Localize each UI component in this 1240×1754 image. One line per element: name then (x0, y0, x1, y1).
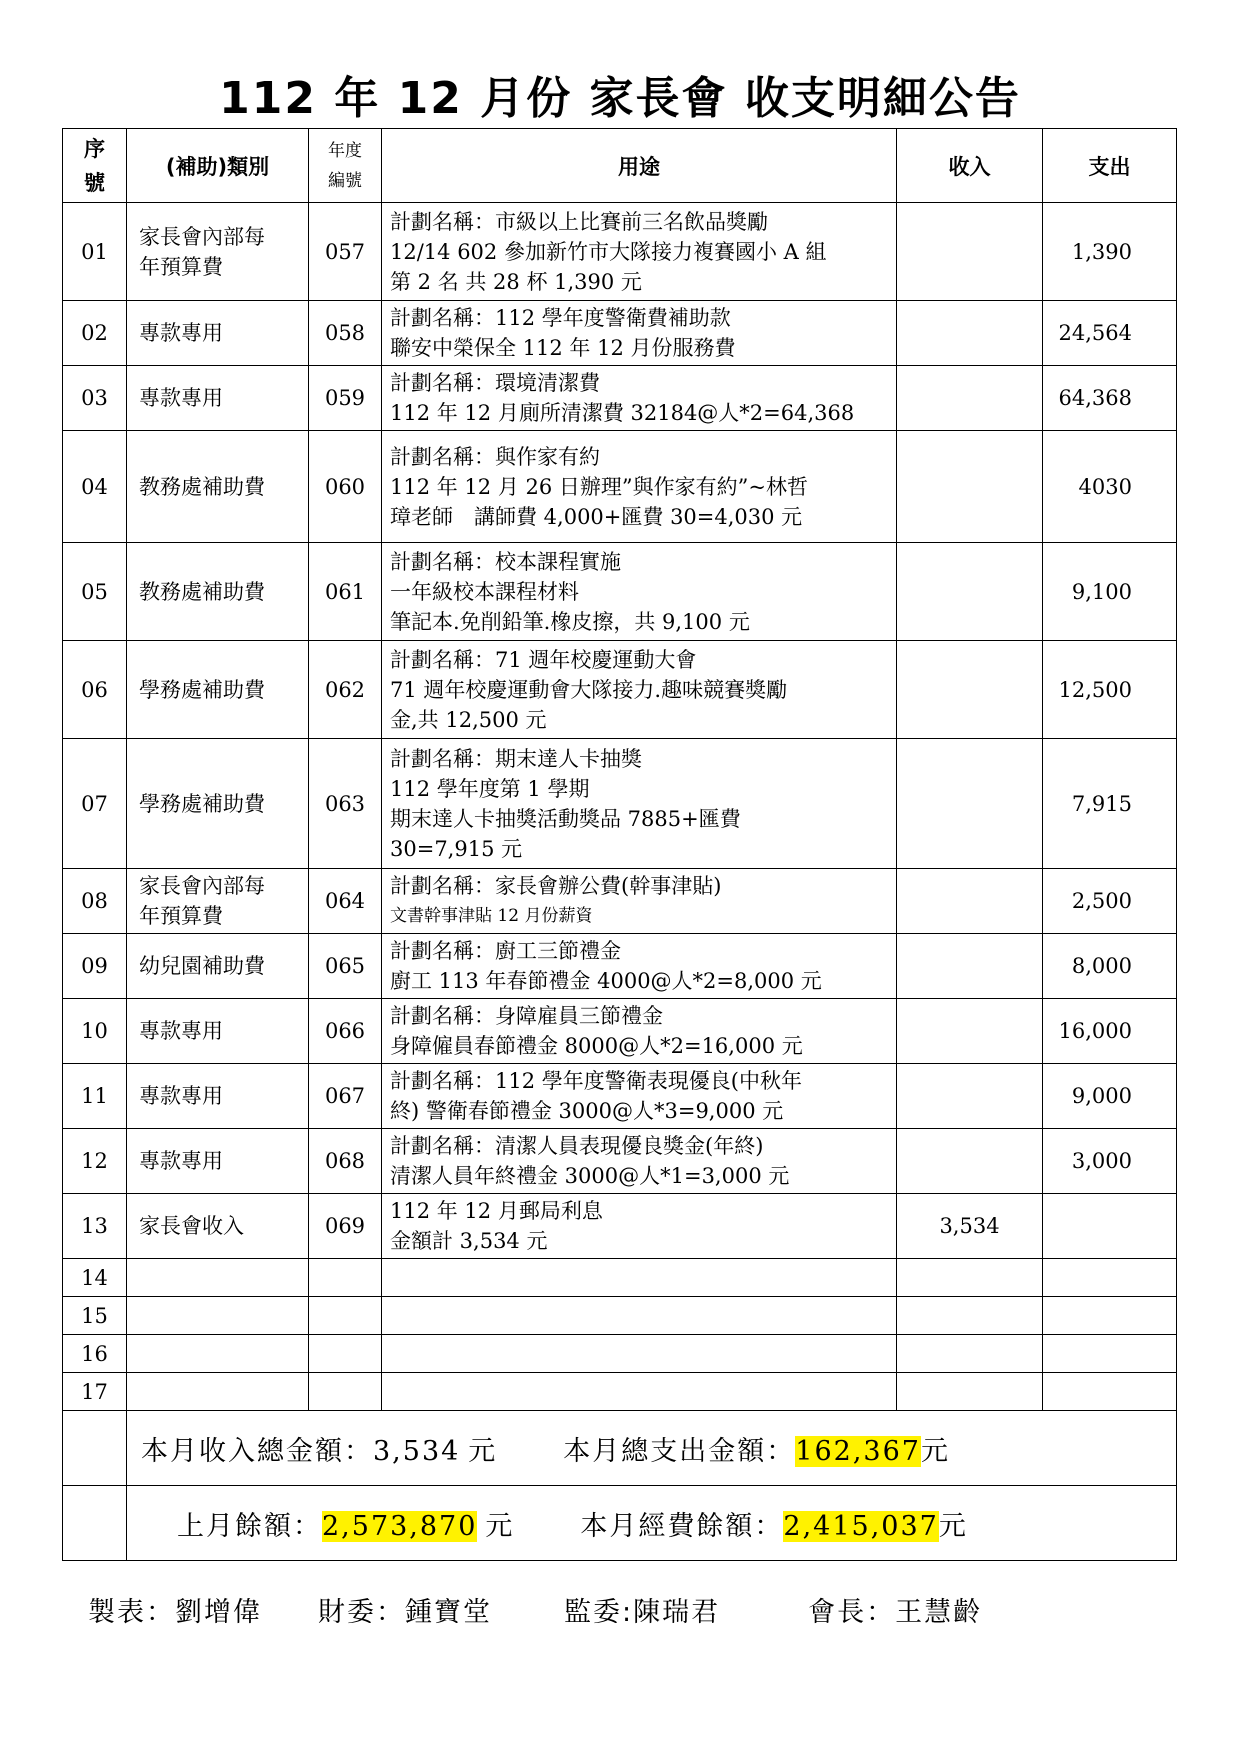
row-purpose-line: 身障僱員春節禮金 8000@人*2=16,000 元 (390, 1034, 803, 1058)
row-purpose-line: 文書幹事津貼 12 月份薪資 (390, 906, 593, 926)
finance-signature: 財委：鍾寶堂 (318, 1597, 492, 1628)
row-category (127, 641, 309, 739)
row-purpose (382, 203, 897, 301)
row-category (127, 366, 309, 431)
row-category (127, 1064, 309, 1129)
ledger-table (62, 128, 1177, 1561)
row-purpose-line: 第 2 名 共 28 杯 1,390 元 (390, 269, 642, 294)
row-category-line: 專款專用 (139, 386, 223, 410)
row-purpose (382, 739, 897, 869)
row-income (897, 869, 1043, 934)
row-category-line: 教務處補助費 (139, 474, 265, 499)
row-purpose-line: 金額計 3,534 元 (390, 1229, 548, 1253)
row-expense: 64,368 (1043, 366, 1177, 431)
row-seq: 02 (63, 301, 127, 366)
row-code (309, 1373, 382, 1411)
row-seq: 13 (63, 1194, 127, 1259)
row-code: 068 (309, 1129, 382, 1194)
row-purpose (382, 999, 897, 1064)
row-purpose (382, 641, 897, 739)
summary-line-1 (127, 1429, 1176, 1468)
row-purpose-line: 計劃名稱：112 學年度警衛表現優良(中秋年 (390, 1069, 802, 1093)
row-purpose-line: 112 學年度第 1 學期 (390, 776, 590, 801)
header-seq (63, 129, 127, 203)
row-purpose-line: 計劃名稱：112 學年度警衛費補助款 (390, 306, 731, 330)
page-title: 112 年 12 月份 家長會 收支明細公告 (219, 73, 1021, 124)
row-code: 063 (309, 739, 382, 869)
row-category (127, 869, 309, 934)
expense-total-unit: 元 (920, 1435, 950, 1467)
header-income: 收入 (897, 129, 1043, 203)
expense-total-value: 162,367 (795, 1435, 921, 1467)
row-category-line: 幼兒園補助費 (139, 954, 265, 978)
row-purpose-line: 金,共 12,500 元 (390, 707, 547, 732)
row-code: 061 (309, 543, 382, 641)
maker-signature: 製表：劉增偉 (88, 1597, 262, 1628)
table-row (63, 739, 1177, 869)
row-category (127, 301, 309, 366)
row-code (309, 1297, 382, 1335)
row-seq: 12 (63, 1129, 127, 1194)
row-category (127, 934, 309, 999)
row-income: 3,534 (897, 1194, 1043, 1259)
row-seq: 10 (63, 999, 127, 1064)
header-category: (補助)類別 (127, 129, 309, 203)
row-income (897, 1297, 1043, 1335)
row-seq: 17 (63, 1373, 127, 1411)
row-purpose-line: 計劃名稱：校本課程實施 (390, 549, 621, 574)
row-expense (1043, 1259, 1177, 1297)
row-seq: 07 (63, 739, 127, 869)
income-total-unit: 元 (468, 1435, 498, 1467)
income-total-value: 3,534 (373, 1435, 461, 1467)
table-row (63, 203, 1177, 301)
row-category-line: 教務處補助費 (139, 579, 265, 604)
row-expense (1043, 1194, 1177, 1259)
header-expense: 支出 (1043, 129, 1177, 203)
row-income (897, 934, 1043, 999)
row-category-line: 家長會收入 (139, 1214, 244, 1238)
row-category-line: 專款專用 (139, 1084, 223, 1108)
row-purpose-line: 計劃名稱：環境清潔費 (390, 371, 600, 395)
row-seq: 06 (63, 641, 127, 739)
row-category (127, 999, 309, 1064)
table-row (63, 1259, 1177, 1297)
row-expense: 16,000 (1043, 999, 1177, 1064)
row-purpose-line: 計劃名稱：清潔人員表現優良獎金(年終) (390, 1134, 764, 1158)
row-purpose (382, 1335, 897, 1373)
row-purpose-line: 112 年 12 月郵局利息 (390, 1199, 603, 1223)
row-income (897, 1129, 1043, 1194)
summary-row-1 (63, 1411, 1177, 1486)
current-balance-value: 2,415,037 (783, 1510, 939, 1542)
row-category (127, 1373, 309, 1411)
row-seq: 15 (63, 1297, 127, 1335)
row-expense: 2,500 (1043, 869, 1177, 934)
summary-cell-1 (127, 1411, 1177, 1486)
table-row (63, 1194, 1177, 1259)
row-purpose (382, 1129, 897, 1194)
summary-spacer (63, 1411, 127, 1486)
row-seq: 14 (63, 1259, 127, 1297)
row-purpose-line: 計劃名稱：市級以上比賽前三名飲品獎勵 (390, 209, 768, 234)
row-income (897, 1259, 1043, 1297)
row-expense: 4030 (1043, 431, 1177, 543)
row-income (897, 1064, 1043, 1129)
row-category (127, 543, 309, 641)
supervisor-signature: 監委:陳瑞君 (564, 1597, 721, 1628)
row-purpose (382, 1259, 897, 1297)
summary-row-2 (63, 1486, 1177, 1561)
row-purpose-line: 30=7,915 元 (390, 836, 523, 861)
row-seq: 01 (63, 203, 127, 301)
row-expense: 7,915 (1043, 739, 1177, 869)
header-year-line2: 編號 (328, 170, 362, 191)
header-seq-line2: 號 (84, 170, 105, 195)
row-code: 065 (309, 934, 382, 999)
row-purpose (382, 869, 897, 934)
table-row (63, 869, 1177, 934)
table-row (63, 1297, 1177, 1335)
income-total-label: 本月收入總金額： (141, 1435, 373, 1467)
row-purpose (382, 1297, 897, 1335)
row-expense: 3,000 (1043, 1129, 1177, 1194)
row-income (897, 431, 1043, 543)
row-category-line: 家長會內部每 (139, 874, 265, 898)
table-row (63, 1373, 1177, 1411)
row-seq: 03 (63, 366, 127, 431)
row-code: 066 (309, 999, 382, 1064)
row-seq: 16 (63, 1335, 127, 1373)
row-income (897, 999, 1043, 1064)
row-category (127, 203, 309, 301)
last-balance-unit: 元 (485, 1510, 515, 1542)
row-income (897, 366, 1043, 431)
president-signature: 會長：王慧齡 (808, 1597, 983, 1628)
row-purpose-line: 計劃名稱：身障雇員三節禮金 (390, 1004, 663, 1028)
signature-footer (88, 1590, 982, 1629)
row-purpose (382, 431, 897, 543)
row-seq: 04 (63, 431, 127, 543)
header-seq-line1: 序 (84, 136, 105, 161)
table-row (63, 301, 1177, 366)
row-purpose-line: 71 週年校慶運動會大隊接力.趣味競賽獎勵 (390, 677, 788, 702)
row-code: 058 (309, 301, 382, 366)
table-row (63, 1129, 1177, 1194)
row-income (897, 543, 1043, 641)
row-purpose-line: 計劃名稱：廚工三節禮金 (390, 939, 621, 963)
row-expense: 9,100 (1043, 543, 1177, 641)
expense-total-label: 本月總支出金額： (563, 1435, 796, 1467)
row-purpose (382, 366, 897, 431)
table-row (63, 1335, 1177, 1373)
row-expense (1043, 1373, 1177, 1411)
row-purpose-line: 計劃名稱：71 週年校慶運動大會 (390, 647, 697, 672)
row-category (127, 1335, 309, 1373)
row-expense (1043, 1297, 1177, 1335)
row-expense: 1,390 (1043, 203, 1177, 301)
row-expense (1043, 1335, 1177, 1373)
row-purpose-line: 12/14 602 參加新竹市大隊接力複賽國小 A 組 (390, 239, 827, 264)
row-purpose (382, 934, 897, 999)
row-category-line: 學務處補助費 (139, 791, 265, 816)
row-purpose-line: 期末達人卡抽獎活動獎品 7885+匯費 (390, 806, 741, 831)
row-purpose (382, 1373, 897, 1411)
row-purpose (382, 543, 897, 641)
last-balance-value: 2,573,870 (322, 1510, 478, 1542)
row-seq: 08 (63, 869, 127, 934)
table-row (63, 641, 1177, 739)
row-code (309, 1335, 382, 1373)
row-purpose-line: 筆記本.免削鉛筆.橡皮擦，共 9,100 元 (390, 609, 750, 634)
row-category-line: 學務處補助費 (139, 677, 265, 702)
row-purpose (382, 301, 897, 366)
row-expense: 12,500 (1043, 641, 1177, 739)
row-category (127, 1259, 309, 1297)
table-row (63, 934, 1177, 999)
row-code: 062 (309, 641, 382, 739)
table-row (63, 999, 1177, 1064)
row-category (127, 1194, 309, 1259)
row-category (127, 431, 309, 543)
row-purpose-line: 廚工 113 年春節禮金 4000@人*2=8,000 元 (390, 969, 822, 993)
row-expense: 24,564 (1043, 301, 1177, 366)
row-code: 069 (309, 1194, 382, 1259)
table-row (63, 543, 1177, 641)
last-balance-label: 上月餘額： (177, 1510, 322, 1542)
row-purpose-line: 一年級校本課程材料 (390, 579, 579, 604)
row-purpose-line: 計劃名稱：期末達人卡抽獎 (390, 746, 642, 771)
row-category (127, 739, 309, 869)
header-year-line1: 年度 (328, 140, 362, 161)
row-income (897, 1373, 1043, 1411)
header-row (63, 129, 1177, 203)
row-seq: 09 (63, 934, 127, 999)
row-purpose-line: 清潔人員年終禮金 3000@人*1=3,000 元 (390, 1164, 790, 1188)
row-purpose-line: 112 年 12 月 26 日辦理”與作家有約”~林哲 (390, 474, 808, 499)
row-income (897, 203, 1043, 301)
row-category (127, 1297, 309, 1335)
table-row (63, 431, 1177, 543)
row-category-line: 專款專用 (139, 1019, 223, 1043)
row-code: 060 (309, 431, 382, 543)
row-purpose-line: 璋老師 講師費 4,000+匯費 30=4,030 元 (390, 504, 803, 529)
row-expense: 9,000 (1043, 1064, 1177, 1129)
summary-body (63, 1411, 1177, 1561)
summary-cell-2 (127, 1486, 1177, 1561)
row-seq: 05 (63, 543, 127, 641)
header-year-code (309, 129, 382, 203)
row-code: 064 (309, 869, 382, 934)
current-balance-label: 本月經費餘額： (580, 1510, 784, 1542)
summary-spacer-2 (63, 1486, 127, 1561)
row-seq: 11 (63, 1064, 127, 1129)
current-balance-unit: 元 (938, 1510, 968, 1542)
row-purpose-line: 112 年 12 月廁所清潔費 32184@人*2=64,368 (390, 401, 855, 425)
row-code: 057 (309, 203, 382, 301)
row-income (897, 641, 1043, 739)
row-income (897, 1335, 1043, 1373)
row-code (309, 1259, 382, 1297)
row-purpose (382, 1194, 897, 1259)
row-code: 067 (309, 1064, 382, 1129)
row-purpose-line: 終) 警衛春節禮金 3000@人*3=9,000 元 (390, 1099, 784, 1123)
row-code: 059 (309, 366, 382, 431)
row-category-line: 專款專用 (139, 321, 223, 345)
row-income (897, 739, 1043, 869)
row-income (897, 301, 1043, 366)
row-category-line: 年預算費 (139, 254, 223, 279)
row-purpose (382, 1064, 897, 1129)
row-purpose-line: 計劃名稱：與作家有約 (390, 444, 600, 469)
row-category-line: 家長會內部每 (139, 224, 265, 249)
table-row (63, 1064, 1177, 1129)
ledger-body (63, 203, 1177, 1411)
header-purpose: 用途 (382, 129, 897, 203)
row-category (127, 1129, 309, 1194)
row-purpose-line: 聯安中榮保全 112 年 12 月份服務費 (390, 336, 736, 360)
table-row (63, 366, 1177, 431)
summary-line-2 (127, 1504, 1176, 1543)
row-expense: 8,000 (1043, 934, 1177, 999)
row-purpose-line: 計劃名稱：家長會辦公費(幹事津貼) (390, 874, 722, 898)
row-category-line: 專款專用 (139, 1149, 223, 1173)
row-category-line: 年預算費 (139, 904, 223, 928)
